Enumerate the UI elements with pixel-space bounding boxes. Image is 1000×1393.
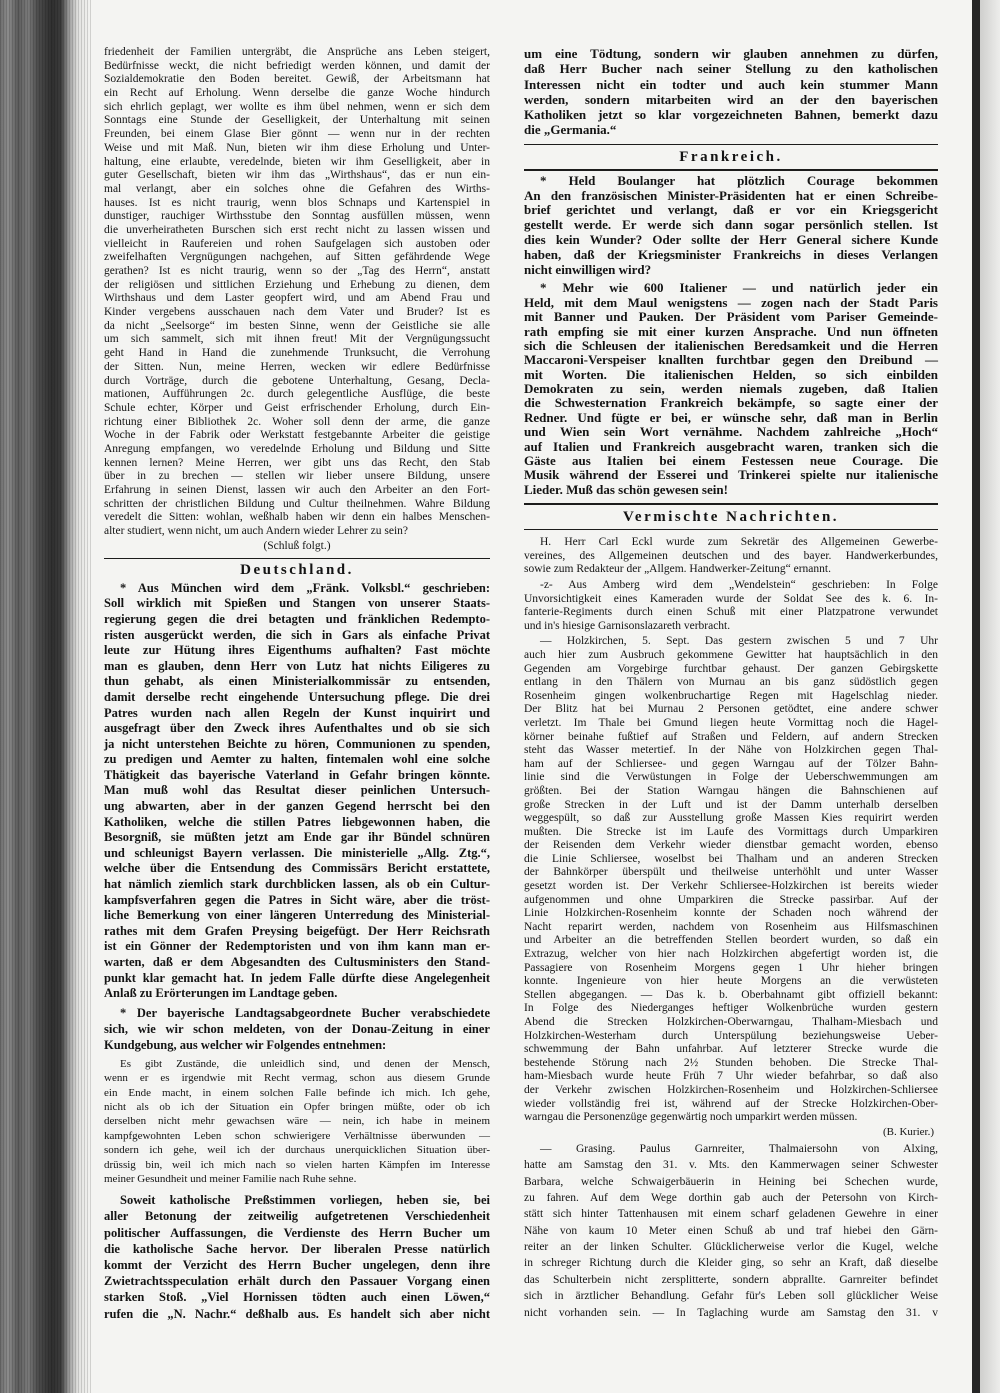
text-line: Es gibt Zustände, die unleidlich sind, und denen der Mensch, bbox=[120, 1057, 490, 1070]
text-line: körner beinahe fußtief auf Straßen und Feldern, auf andern Strecken bbox=[524, 730, 938, 743]
text-line: verletzt. Im Thale bei Gmund liegen heute Vormittag noch die Hagel- bbox=[524, 716, 938, 729]
text-line: -z- Aus Amberg wird dem „Wendelstein“ geschrieben: In Folge bbox=[540, 579, 938, 591]
text-line: Abend die Strecken Holzkirchen-Oberwarngau, Thalham-Miesbach und bbox=[524, 1016, 938, 1028]
text-line: hatte am Samstag den 31. v. Mts. den Kammerwagen seiner Schwester bbox=[524, 1159, 938, 1172]
text-line: werden, sondern mitarbeiten wird an der den bayerischen bbox=[524, 91, 938, 107]
text-line: entlang in den Thälern von Murnau an bis ganz südöstlich gegen bbox=[524, 676, 938, 689]
text-line: vielleicht in Raufereien und rohen Saufgelagen sich austoben oder bbox=[104, 237, 490, 250]
text-line: dies kein Wunder? Oder sollte der Herr General sichere Kunde bbox=[524, 231, 938, 247]
text-line: geht Hand in Hand die zunehmende Trunksucht, die Verrohung bbox=[104, 347, 490, 360]
text-line: Lieder. Muß das schön gewesen sein! bbox=[524, 481, 728, 497]
text-line: Passagiere von Rosenheim Morgens gegen 1 Uhr hieher bringen bbox=[524, 961, 938, 974]
section-heading-deutschland: Deutschland. bbox=[240, 561, 354, 578]
text-line: wenn er es irgendwie mit Recht vermag, schon aus diesem Grunde bbox=[104, 1072, 490, 1085]
text-line: drüssig bin, weil ich mich nach so vielen harten Kämpfen im Interesse bbox=[104, 1158, 490, 1171]
text-line: zweifelhaften Vergnügungen nachgehen, auf Sitten gefährdende Wege bbox=[104, 251, 490, 264]
text-line: große Strecken in der Luft und ist der Damm unterhalb derselben bbox=[524, 798, 938, 811]
text-line: mal verlangt, aber ein solches ohne die Gefahren des Wirths- bbox=[104, 182, 490, 195]
text-line: ham auf der Schliersee- und gegen Warngau auf der Tölzer Bahn- bbox=[524, 757, 938, 770]
text-line: Weise und mit Maß. Nun, bieten wir ihm diese Erholung und Unter- bbox=[104, 141, 490, 154]
text-line: auf Italien und Frankreich ausgebracht waren, tranken sich die bbox=[524, 438, 938, 454]
text-line: ja nicht unterstehen Beichte zu hören, Communionen zu spenden, bbox=[104, 736, 490, 751]
text-line: ung abwarten, aber in der ganzen Gegend herrscht bei den bbox=[104, 799, 490, 814]
text-line: Musik während der Esserei und Trinkerei spielte nur italienische bbox=[524, 467, 938, 483]
text-line: In Folge des Niederganges heftiger Wolkenbrüche wurden gestern bbox=[524, 1002, 938, 1015]
text-line: haltung, eine erlaubte, veredelnde, bieten wir ihm Geselligkeit, aber in bbox=[104, 155, 490, 168]
text-line: kommt der Verzicht des Herrn Bucher ungelegen, denn ihre bbox=[104, 1258, 490, 1273]
text-line: sich ehrlich geplagt, wer wollte es ihm übel nehmen, wenn er sich dem bbox=[104, 100, 490, 113]
section-rule bbox=[524, 529, 938, 530]
text-line: brief gerichtet und verlangt, daß er vor ein Kriegsgericht bbox=[524, 202, 938, 218]
text-line: Nacht reparirt werden, nachdem von Rosenheim aus Hilfsmaschinen bbox=[524, 920, 938, 933]
text-line: mit Worten. Die italienischen Helden, so sich einbilden bbox=[524, 366, 938, 382]
news-item-amberg bbox=[524, 579, 938, 633]
text-line: Patres wurden nach allen Regeln der Kunst inquirirt und bbox=[104, 705, 490, 720]
text-line: das Schulterbein nicht zersplitterte, sondern abprallte. Garnreiter befindet bbox=[524, 1273, 938, 1286]
text-line: * Der bayerische Landtagsabgeordnete Bucher verabschiedete bbox=[120, 1005, 490, 1020]
text-line: warngau die Personenzüge gegenwärtig noch umparkirt werden müssen. bbox=[524, 1111, 858, 1124]
text-line: ist ein Gönner der Redemptoristen und von ihm kann man er- bbox=[104, 939, 490, 954]
text-line: aller Betonung der zeitweilig aufgetretenen Verschiedenheit bbox=[104, 1209, 490, 1224]
text-line: Redner. Und fügte er bei, er wünsche sehr, daß man in Berlin bbox=[524, 409, 938, 425]
text-line: Stellen abgegangen. — Das k. b. Oberbahnamt gibt offiziell bekannt: bbox=[524, 988, 938, 1001]
article-paragraph-bucher-continuation bbox=[524, 46, 938, 138]
text-line: veredelt die Sitten: wohlan, weßhalb haben wir denn ein halbes Menschen- bbox=[104, 511, 490, 524]
text-line: Barbara, welche Schwaigerbäuerin in Heining bei Schechen wurde, bbox=[524, 1175, 938, 1188]
text-line: Katholiken jetzt so klar vorgezeichneten Bahnen, bemerkt dazu bbox=[524, 107, 938, 123]
text-line: rath empfing sie mit einer kurzen Ansprache. Und nun öffneten bbox=[524, 323, 938, 339]
text-line: die Schwesternation Frankreich bekämpfe, so sagte einer der bbox=[524, 395, 938, 411]
text-line: Bedürfnisse weckt, die nicht befriedigt werden können, und damit der bbox=[104, 59, 490, 72]
text-line: alter studiert, wenn nicht, um auch Andern wieder Lehrer zu sein? bbox=[104, 525, 408, 538]
text-line: Kundgebung, aus welcher wir Folgendes entnehmen: bbox=[104, 1037, 387, 1052]
text-line: steht das Wasser metertief. In der Nähe von Holzkirchen gegen Thal- bbox=[524, 744, 938, 757]
article-paragraph-press-voices bbox=[104, 1192, 490, 1322]
text-line: Woche in der Fabrik oder Werkstatt festgebannte Arbeiter die geistige bbox=[104, 429, 490, 442]
text-line: — Grasing. Paulus Garnreiter, Thalmaiersohn von Alxing, bbox=[540, 1142, 938, 1155]
text-line: und in's hiesige Garnisonslazareth verbracht. bbox=[524, 619, 731, 632]
text-line: und Arbeiter an die betreffenden Stellen beordert wurden, so daß ein bbox=[524, 934, 938, 947]
text-line: sowie zum Redakteur der „Allgem. Handwerker-Zeitung“ ernannt. bbox=[524, 563, 831, 576]
page-edge-line bbox=[972, 0, 980, 1393]
text-line: Nähe von kaum 10 Meter einen Schuß ab und traf hiebei den Gärn- bbox=[524, 1224, 938, 1237]
text-line: der Verkehr zwischen Holzkirchen-Rosenheim und Holzkirchen-Schliersee bbox=[524, 1083, 938, 1096]
text-line: Demokraten zu sein, werden niemals zugeben, daß Italien bbox=[524, 381, 938, 397]
article-paragraph-muenchen bbox=[104, 581, 490, 1002]
text-line: Besorgniß, sie müßten jetzt am Ende gar ihr Bündel schnüren bbox=[104, 830, 490, 845]
text-line: größten. Bei der Station Warngau hängen die Bahnschienen auf bbox=[524, 784, 938, 797]
text-line: Linie Holzkirchen-Rosenheim konnte der Schaden noch während der bbox=[524, 907, 938, 920]
text-line: durch Vorträge, durch die gebotene Unterhaltung, Gesang, Decla- bbox=[104, 374, 490, 387]
text-line: stätt sich hinter Tattenhausen mit einem scharf geladenen Gewehre in einer bbox=[524, 1208, 938, 1221]
text-line: kampfgewohnten Leben schon schwierigere Verhältnisse überwunden — bbox=[104, 1129, 490, 1142]
article-paragraph-italiener bbox=[524, 281, 938, 497]
text-line: Wirthshaus und dem Laster geopfert wird, und am Abend Frau und bbox=[104, 292, 490, 305]
text-line: um sich sammelt, sich mit ihnen freut! Mit der Vergnügungssucht bbox=[104, 333, 490, 346]
text-line: Interessen nicht ein todter und auch kein stummer Mann bbox=[524, 76, 938, 92]
section-heading-frankreich: Frankreich. bbox=[679, 148, 783, 165]
text-line: politischer Auffassungen, die Verdienste des Herrn Bucher um bbox=[104, 1225, 490, 1240]
text-line: meiner Gesundheit und meiner Familie nach Ruhe sehne. bbox=[104, 1172, 357, 1185]
text-line: weggespült, so daß zur Ausstellung große Massen Kies requirirt werden bbox=[524, 812, 938, 825]
text-line: leute zur Hütung ihres Eigenthums aufhalten? Fast möchte bbox=[104, 643, 490, 658]
text-line: warten, daß er dem Abgesandten des Cultusministers den Stand- bbox=[104, 955, 490, 969]
text-line: Freunden, bei einem Glase Bier gönnt — wenn nur in der rechten bbox=[104, 128, 490, 141]
text-line: risten ausgerückt werden, die sich in Gars als einfache Privat bbox=[104, 627, 490, 642]
text-line: Kinder vergebens ausschauen nach dem Vater und Bruder? Ist es bbox=[104, 306, 490, 319]
text-line: sondern ich gehe, weil ich der durchaus unerquicklichen Situation über- bbox=[104, 1144, 490, 1157]
text-line: mußten. Die Strecke ist im Laufe des Vormittags durch Umparkiren bbox=[524, 825, 938, 838]
text-line: * Mehr wie 600 Italiener — und natürlich jeder ein bbox=[540, 280, 938, 296]
text-line: starken Stoß. „Viel Hornissen tödten auch einen Löwen,“ bbox=[104, 1290, 490, 1305]
text-line: Der Blitz hat bei Murnau 2 Personen getödtet, eine andere schwer bbox=[524, 703, 938, 716]
text-line: sich die Schleusen der italienischen Beredsamkeit und die Herren bbox=[524, 337, 938, 353]
right-column bbox=[524, 46, 938, 1321]
text-line: Unvorsichtigkeit eines Kameraden wurde der Soldat See des k. 6. In- bbox=[524, 592, 938, 605]
text-line: gerathen? Ist es nicht traurig, wenn so der „Tag des Herrn“, anstatt bbox=[104, 265, 490, 277]
text-line: Rosenheim gingen wolkenbruchartige Regen mit Hagelschlag nieder. bbox=[524, 689, 938, 702]
left-column bbox=[104, 46, 490, 1322]
page-edge-margin bbox=[980, 0, 1000, 1393]
text-line: kennen lernen? Meine Herren, wer gibt uns das Recht, den Stab bbox=[104, 456, 490, 469]
news-item-holzkirchen bbox=[524, 635, 938, 1124]
text-line: ein Recht auf Erholung. Wenn derselbe die ganze Woche hindurch bbox=[104, 87, 490, 100]
text-line: der Reisenden dem Verkehr wieder dienstbar gemacht worden, ebenso bbox=[524, 839, 938, 852]
text-line: hauses. Ist es nicht traurig, wenn blos Schnaps und Kartenspiel in bbox=[104, 196, 490, 209]
text-line: guter Gesellschaft, bieten wir ihm das „Wirthshaus“, das er nun ein- bbox=[104, 169, 490, 182]
text-line: linie sind die Verwüstungen in Folge der Ueberschwemmungen am bbox=[524, 771, 938, 784]
news-source-note: (B. Kurier.) bbox=[882, 1125, 934, 1138]
text-line: vereines, des Allgemeinen deutschen und des bayer. Handwerkerbundes, bbox=[524, 549, 938, 562]
text-line: Maccaroni-Verspeiser knallten furchtbar gegen den Dreibund — bbox=[524, 352, 938, 368]
text-line: mationen, Aufführungen 2c. durch gelegentliche Ausflüge, die beste bbox=[104, 388, 490, 401]
text-line: ein Ende macht, in einem solchen Falle befinde ich mich. Ich gehe, bbox=[104, 1086, 490, 1099]
text-line: nicht einwilligen wird? bbox=[524, 261, 652, 277]
text-line: thun gehabt, als einen Ministerialkommissär zu entsenden, bbox=[104, 674, 490, 689]
text-line: Schule echter, Körper und Geist erfrischender Erholung, durch Ein- bbox=[104, 401, 490, 414]
text-line: Soll wirklich mit Spießen und Stangen von unserer Staats- bbox=[104, 596, 490, 611]
text-line: ausgefragt über den Zweck ihres Aufenthaltes und ob sie sich bbox=[104, 721, 490, 736]
text-line: nicht vorhanden sein. — In Taglaching wurde am Samstag den 31. v bbox=[524, 1306, 938, 1319]
text-line: Katholiken, welche die stillen Patres liebgewonnen haben, die bbox=[104, 814, 490, 829]
text-line: friedenheit der Familien untergräbt, die Ansprüche ans Leben steigert, bbox=[104, 46, 490, 58]
text-line: die unverheiratheten Burschen sich erst recht nicht zu lassen wissen und bbox=[104, 223, 490, 236]
text-line: um eine Tödtung, sondern wir glauben annehmen zu dürfen, bbox=[524, 46, 938, 61]
text-line: die katholische Sache hervor. Der liberalen Presse natürlich bbox=[104, 1241, 490, 1256]
article-paragraph-bucher-intro bbox=[104, 1005, 490, 1053]
text-line: zu predigen und Aemter zu halten, fintemalen wohl eine solche bbox=[104, 752, 490, 767]
text-line: sich, wie wir schon meldeten, von der Donau-Zeitung in einer bbox=[104, 1021, 490, 1036]
text-line: über in zu brechen — stellen wir lieber unsere Bildung, unsere bbox=[104, 470, 490, 483]
text-line: konnte. Ingenieure von hier heute Morgens an die verwüsteten bbox=[524, 975, 938, 988]
text-line: H. Herr Carl Eckl wurde zum Sekretär des Allgemeinen Gewerbe- bbox=[540, 536, 938, 549]
text-line: richtung einer Bibliothek 2c. Woher soll denn der arme, die ganze bbox=[104, 415, 490, 428]
text-line: Anregung empfangen, wo veredelnde Erholung und Bildung und Sitte bbox=[104, 442, 490, 455]
text-line: schritten der christlichen Bildung und Cultur theilnehmen. Wahre Bildung bbox=[104, 497, 490, 510]
text-line: Soweit katholische Preßstimmen vorliegen, heben sie, bei bbox=[120, 1193, 490, 1208]
text-line: schwemmung der Bahn unfahrbar. Auf letzterer Strecke wurde die bbox=[524, 1043, 938, 1056]
news-item-eckl bbox=[524, 536, 938, 577]
text-line: Sozialdemokratie den Boden bereitet. Gewiß, der Arbeitsmann hat bbox=[104, 73, 490, 86]
text-line: Held, mit dem Maul wenigstens — zogen nach der Stadt Paris bbox=[524, 294, 938, 310]
text-line: kampfsverfahren gegen die Patres in Sicht wäre, aber die tröst- bbox=[104, 892, 490, 907]
section-rule bbox=[524, 169, 938, 171]
text-line: liche Bemerkung von einer längeren Unterredung des Ministerial- bbox=[104, 908, 490, 923]
text-line: Anlaß zu Erörterungen im Landtage geben. bbox=[104, 986, 338, 1001]
article-quote-bucher bbox=[104, 1057, 490, 1187]
text-line: Gäste aus Italien bei einem Festessen neue Courage. Die bbox=[524, 453, 938, 469]
news-item-grasing bbox=[524, 1141, 938, 1321]
text-line: rufen die „N. Nachr.“ deßhalb aus. Es handelt sich aber nicht bbox=[104, 1306, 490, 1321]
text-line: haben, daß der Kriegsminister Frankreichs in dieses Verlangen bbox=[524, 246, 938, 262]
text-line: in schreger Richtung durch die Kleider ging, so sehr an Kraft, daß dieselbe bbox=[524, 1257, 938, 1270]
text-line: daß Herr Bucher nach seiner Stellung zu den katholischen bbox=[524, 61, 938, 77]
text-line: derselben nicht mehr gewachsen wäre — nein, ich habe in meinem bbox=[104, 1115, 490, 1128]
text-line: auch hier zum Ausbruch gekommene Gewitter hat hauptsächlich in den bbox=[524, 648, 938, 661]
text-line: mit Banner und Pauken. Der Präsident vom Pariser Gemeinde- bbox=[524, 309, 938, 325]
text-line: gestellt werde. Er werde sich dann sogar persönlich stellen. Ist bbox=[524, 217, 938, 233]
text-line: punkt klar gemacht hat. In jedem Falle dürfte diese Angelegenheit bbox=[104, 970, 490, 985]
text-line: und Wien sein Wort vernähme. Nachdem zahlreiche „Hoch“ bbox=[524, 424, 938, 440]
book-binding-edge bbox=[0, 0, 92, 1393]
text-line: Man muß wohl das Resultat dieser peinlichen Untersuch- bbox=[104, 783, 490, 798]
text-line: zu fahren. Auf dem Wege dorthin gab auch der Petersohn von Kirch- bbox=[524, 1191, 938, 1204]
text-line: der religiösen und sittlichen Erziehung und Erhebung zu dienen, dem bbox=[104, 278, 490, 291]
text-line: Sonntags eine Stunde der Geselligkeit, der Unterhaltung mit seinen bbox=[104, 114, 490, 127]
text-line: gesetzt worden ist. Der Verkehr Schliersee-Holzkirchen ist bereits wieder bbox=[524, 880, 938, 893]
article-paragraph-continuation bbox=[104, 46, 490, 539]
text-line: sich in ärztlicher Behandlung. Gefahr für's Leben soll glücklicher Weise bbox=[524, 1290, 938, 1303]
text-line: An den französischen Minister-Präsidenten hat er einen Schreibe- bbox=[524, 187, 938, 203]
section-heading-vermischte-nachrichten: Vermischte Nachrichten. bbox=[622, 509, 840, 526]
text-line: man es glauben, denn Herr von Lutz hat nichts Eiligeres zu bbox=[104, 658, 490, 673]
article-paragraph-boulanger bbox=[524, 174, 938, 278]
to-be-continued-note: (Schluß folgt.) bbox=[263, 539, 331, 552]
text-line: rathes mit dem Grafen Preysing beigefügt. Der Herr Reichsrath bbox=[104, 923, 490, 938]
text-line: die „Germania.“ bbox=[524, 122, 617, 138]
text-line: damit derselbe recht eingehende Untersuchung pflege. Die drei bbox=[104, 689, 490, 704]
text-line: Zwietrachtsspeculation erhält durch den Passauer Vorgang einen bbox=[104, 1274, 490, 1289]
text-line: reiter an der linken Schulter. Glücklicherweise verlor die Kugel, welche bbox=[524, 1241, 938, 1254]
text-line: der Sitten. Nun, meine Herren, wecken wir edlere Bedürfnisse bbox=[104, 360, 490, 373]
text-line: * Held Boulanger hat plötzlich Courage bekommen bbox=[540, 172, 938, 188]
text-line: der Bahnkörper überspült und theilweise unterhöhlt und unter Wasser bbox=[524, 866, 938, 879]
text-line: Gegenden am Vorgebirge furchtbar gehaust. Der ganzen Gebirgskette bbox=[524, 662, 938, 675]
text-line: — Holzkirchen, 5. Sept. Das gestern zwischen 5 und 7 Uhr bbox=[540, 635, 938, 648]
text-line: Holzkirchen-Westerham durch Unterspülung beziehungsweise Ueber- bbox=[524, 1029, 938, 1042]
text-line: und schleunigst Bayern verlassen. Die ministerielle „Allg. Ztg.“, bbox=[104, 845, 490, 860]
text-line: Extrazug, welcher von hier nach Holzkirchen abgefertigt worden ist, die bbox=[524, 948, 938, 961]
text-line: wieder vollständig frei ist, während auf der Strecke Holzkirchen-Ober- bbox=[524, 1097, 938, 1110]
text-line: * Aus München wird dem „Fränk. Volksbl.“ geschrieben: bbox=[120, 580, 490, 595]
text-line: da nicht „Seelsorge“ im besten Sinne, wenn der Geistliche sie alle bbox=[104, 319, 490, 332]
text-line: bestehende Störung nach 2½ Stunden behoben. Die Strecke Thal- bbox=[524, 1056, 938, 1069]
text-line: aufgenommen und ohne Umparkiren die Strecke passirbar. Auf der bbox=[524, 893, 938, 906]
text-line: welche über die Entsendung des Commissärs Bericht erstattete, bbox=[104, 861, 490, 876]
text-line: dunstiger, rauchiger Wirthsstube den Sonntag ausfüllen müssen, wenn bbox=[104, 210, 490, 223]
text-line: Erfahrung in seinen Dienst, lassen wir auch den Arbeiter an den Fort- bbox=[104, 484, 490, 496]
text-line: regierung gegen die drei betagten und fränklichen Redempto- bbox=[104, 611, 490, 626]
text-line: die Linie Schliersee, woselbst bei Thalham und an anderen Strecken bbox=[524, 852, 938, 865]
text-line: Thätigkeit das bayerische Vaterland in Gefahr bringen könnte. bbox=[104, 767, 490, 782]
text-line: nicht als ob ich der Situation ein Opfer bringen müßte, oder ob ich bbox=[104, 1100, 490, 1113]
text-line: fanterie-Regiments durch einen Schuß mit einer Platzpatrone verwundet bbox=[524, 606, 938, 619]
text-line: ham-Miesbach wurde heute Früh 7 Uhr wieder befahrbar, so daß also bbox=[524, 1070, 938, 1083]
text-line: hat nämlich ziemlich stark durchblicken lassen, als ob ein Cultur- bbox=[104, 877, 490, 892]
